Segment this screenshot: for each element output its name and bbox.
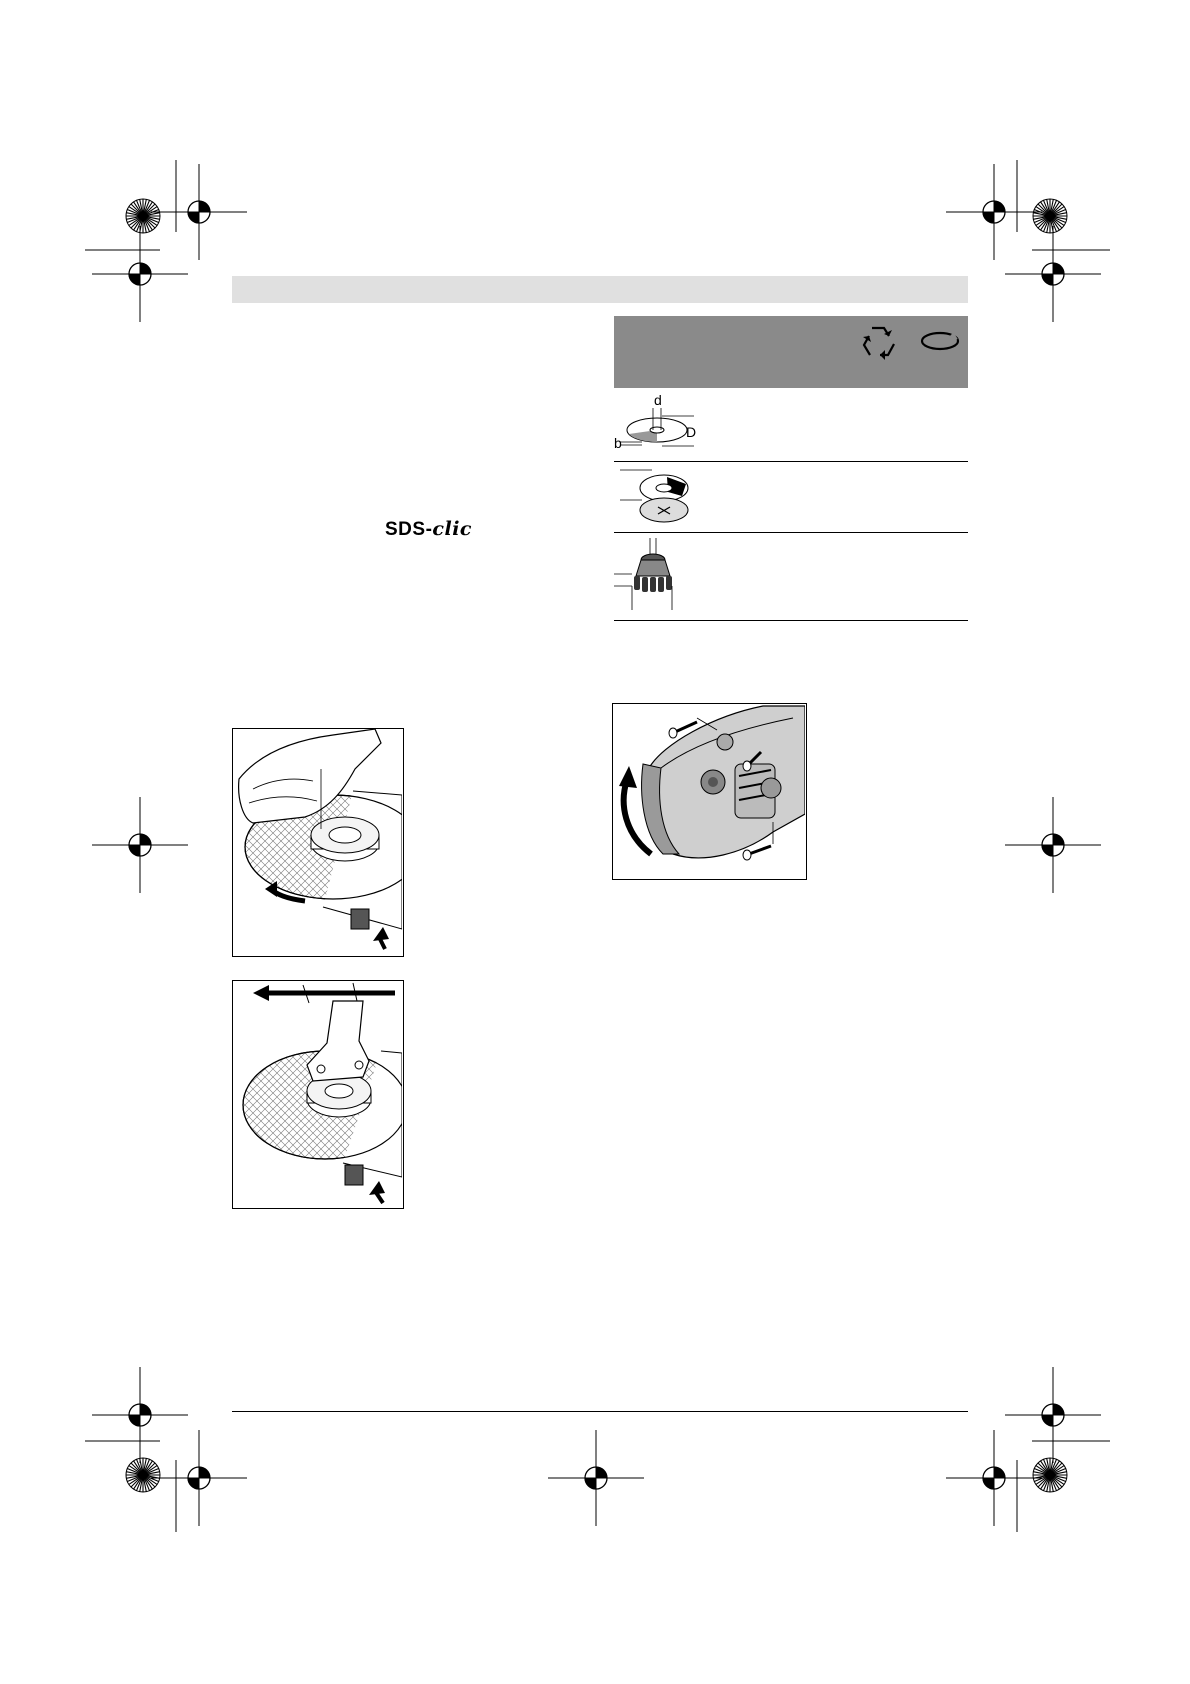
label-d: d [654, 392, 662, 408]
figure-loosen-nut [232, 980, 404, 1209]
table-row-divider [614, 620, 968, 621]
cup-brush-diagram [612, 538, 702, 618]
recycle-icon [854, 320, 906, 368]
screw-icon [743, 846, 771, 860]
figure-rotate-gear-head [612, 703, 807, 880]
logo-suffix: clic [432, 518, 472, 540]
disc-dimension-diagram [612, 392, 702, 454]
table-row-divider [614, 532, 968, 533]
rotate-gear-head-illustration [613, 704, 805, 878]
label-D: D [686, 424, 697, 440]
ring-icon [918, 328, 962, 354]
mount-disc-illustration [233, 729, 402, 955]
table-header [614, 316, 968, 388]
footer-rule [232, 1411, 968, 1412]
label-b: b [614, 435, 622, 451]
flap-disc-diagram [612, 464, 702, 530]
figure-mount-disc [232, 728, 404, 957]
table-row-divider [614, 461, 968, 462]
sds-clic-logo [385, 518, 472, 541]
loosen-nut-illustration [233, 981, 402, 1207]
header-band [232, 276, 968, 303]
logo-prefix: SDS- [385, 519, 433, 540]
